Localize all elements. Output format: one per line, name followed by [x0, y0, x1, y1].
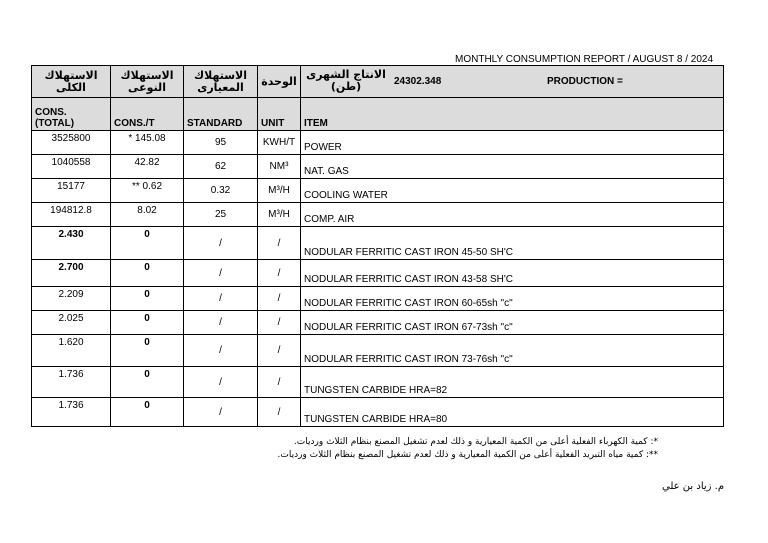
cell-cons-per-ton: 0 [111, 398, 184, 427]
cell-item: NODULAR FERRITIC CAST IRON 43-58 SH'C [301, 260, 724, 287]
cell-standard: 95 [184, 131, 258, 155]
production-cell [301, 66, 724, 98]
cell-standard: / [184, 287, 258, 311]
header-ar-specific: الاستهلاك النوعى [111, 66, 184, 98]
cell-standard: 0.32 [184, 179, 258, 203]
english-header-row [32, 98, 724, 131]
cell-unit: M³/H [258, 179, 301, 203]
cell-total: 2.430 [32, 227, 111, 260]
cell-total: 194812.8 [32, 203, 111, 227]
cell-item: TUNGSTEN CARBIDE HRA=82 [301, 367, 724, 398]
cell-unit: / [258, 367, 301, 398]
report-title: MONTHLY CONSUMPTION REPORT / AUGUST 8 / 2024 [455, 54, 714, 65]
cell-item: TUNGSTEN CARBIDE HRA=80 [301, 398, 724, 427]
cell-cons-per-ton: 42.82 [111, 155, 184, 179]
cell-total: 1.736 [32, 367, 111, 398]
cell-item: NAT. GAS [301, 155, 724, 179]
table-row [32, 398, 724, 427]
cell-cons-per-ton: 8.02 [111, 203, 184, 227]
table-row [32, 203, 724, 227]
table-row [32, 131, 724, 155]
cell-item: NODULAR FERRITIC CAST IRON 45-50 SH'C [301, 227, 724, 260]
cell-unit: / [258, 287, 301, 311]
cell-cons-per-ton: 0 [111, 311, 184, 335]
header-en-specific: CONS./T [111, 98, 184, 131]
header-en-item: ITEM [301, 98, 724, 131]
cell-unit: / [258, 260, 301, 287]
table-row [32, 155, 724, 179]
cell-total: 1.736 [32, 398, 111, 427]
cell-standard: / [184, 398, 258, 427]
cell-unit: M³/H [258, 203, 301, 227]
cell-item: NODULAR FERRITIC CAST IRON 73-76sh "c" [301, 335, 724, 367]
production-value: 24302.348 [394, 76, 442, 87]
cell-cons-per-ton: * 145.08 [111, 131, 184, 155]
consumption-table [31, 65, 724, 427]
header-ar-unit: الوحدة [258, 66, 301, 98]
cell-item: COOLING WATER [301, 179, 724, 203]
cell-item: NODULAR FERRITIC CAST IRON 60-65sh "c" [301, 287, 724, 311]
cell-total: 3525800 [32, 131, 111, 155]
production-label: PRODUCTION = [547, 76, 623, 87]
cell-standard: 62 [184, 155, 258, 179]
cell-standard: / [184, 367, 258, 398]
cell-cons-per-ton: 0 [111, 335, 184, 367]
cell-total: 2.025 [32, 311, 111, 335]
cell-item: NODULAR FERRITIC CAST IRON 67-73sh "c" [301, 311, 724, 335]
cell-cons-per-ton: 0 [111, 260, 184, 287]
cell-standard: / [184, 311, 258, 335]
table-row [32, 179, 724, 203]
cell-cons-per-ton: 0 [111, 367, 184, 398]
cell-unit: / [258, 227, 301, 260]
cell-cons-per-ton: ** 0.62 [111, 179, 184, 203]
arabic-header-row [32, 66, 724, 98]
table-row [32, 367, 724, 398]
header-en-total: CONS. (TOTAL) [32, 98, 111, 131]
cell-standard: 25 [184, 203, 258, 227]
cell-cons-per-ton: 0 [111, 227, 184, 260]
header-ar-standard: الاستهلاك المعيارى [184, 66, 258, 98]
cell-cons-per-ton: 0 [111, 287, 184, 311]
cell-total: 2.700 [32, 260, 111, 287]
cell-unit: / [258, 398, 301, 427]
cell-total: 15177 [32, 179, 111, 203]
cell-unit: NM³ [258, 155, 301, 179]
cell-standard: / [184, 260, 258, 287]
cell-standard: / [184, 227, 258, 260]
header-en-unit: UNIT [258, 98, 301, 131]
footnote-cooling-water: **: كمية مياه التبريد الفعلية أعلى من الكمية المعيارية و ذلك لعدم تشغيل المصنع بنظام الثلاث ورديات. [277, 450, 658, 460]
table-row [32, 311, 724, 335]
cell-total: 1.620 [32, 335, 111, 367]
cell-unit: / [258, 311, 301, 335]
cell-item: COMP. AIR [301, 203, 724, 227]
table-row [32, 260, 724, 287]
header-ar-production: الانتاج الشهرى (طن) [306, 68, 386, 93]
table-row [32, 287, 724, 311]
cell-unit: / [258, 335, 301, 367]
signature: م. زياد بن علي [662, 481, 725, 492]
cell-standard: / [184, 335, 258, 367]
header-ar-total: الاستهلاك الكلى [32, 66, 111, 98]
cell-unit: KWH/T [258, 131, 301, 155]
header-en-standard: STANDARD [184, 98, 258, 131]
cell-total: 2.209 [32, 287, 111, 311]
table-row [32, 227, 724, 260]
cell-item: POWER [301, 131, 724, 155]
cell-total: 1040558 [32, 155, 111, 179]
footnote-power: *: كمية الكهرباء الفعلية أعلى من الكمية المعيارية و ذلك لعدم تشغيل المصنع بنظام الثلاث ورديات. [293, 437, 658, 447]
table-row [32, 335, 724, 367]
